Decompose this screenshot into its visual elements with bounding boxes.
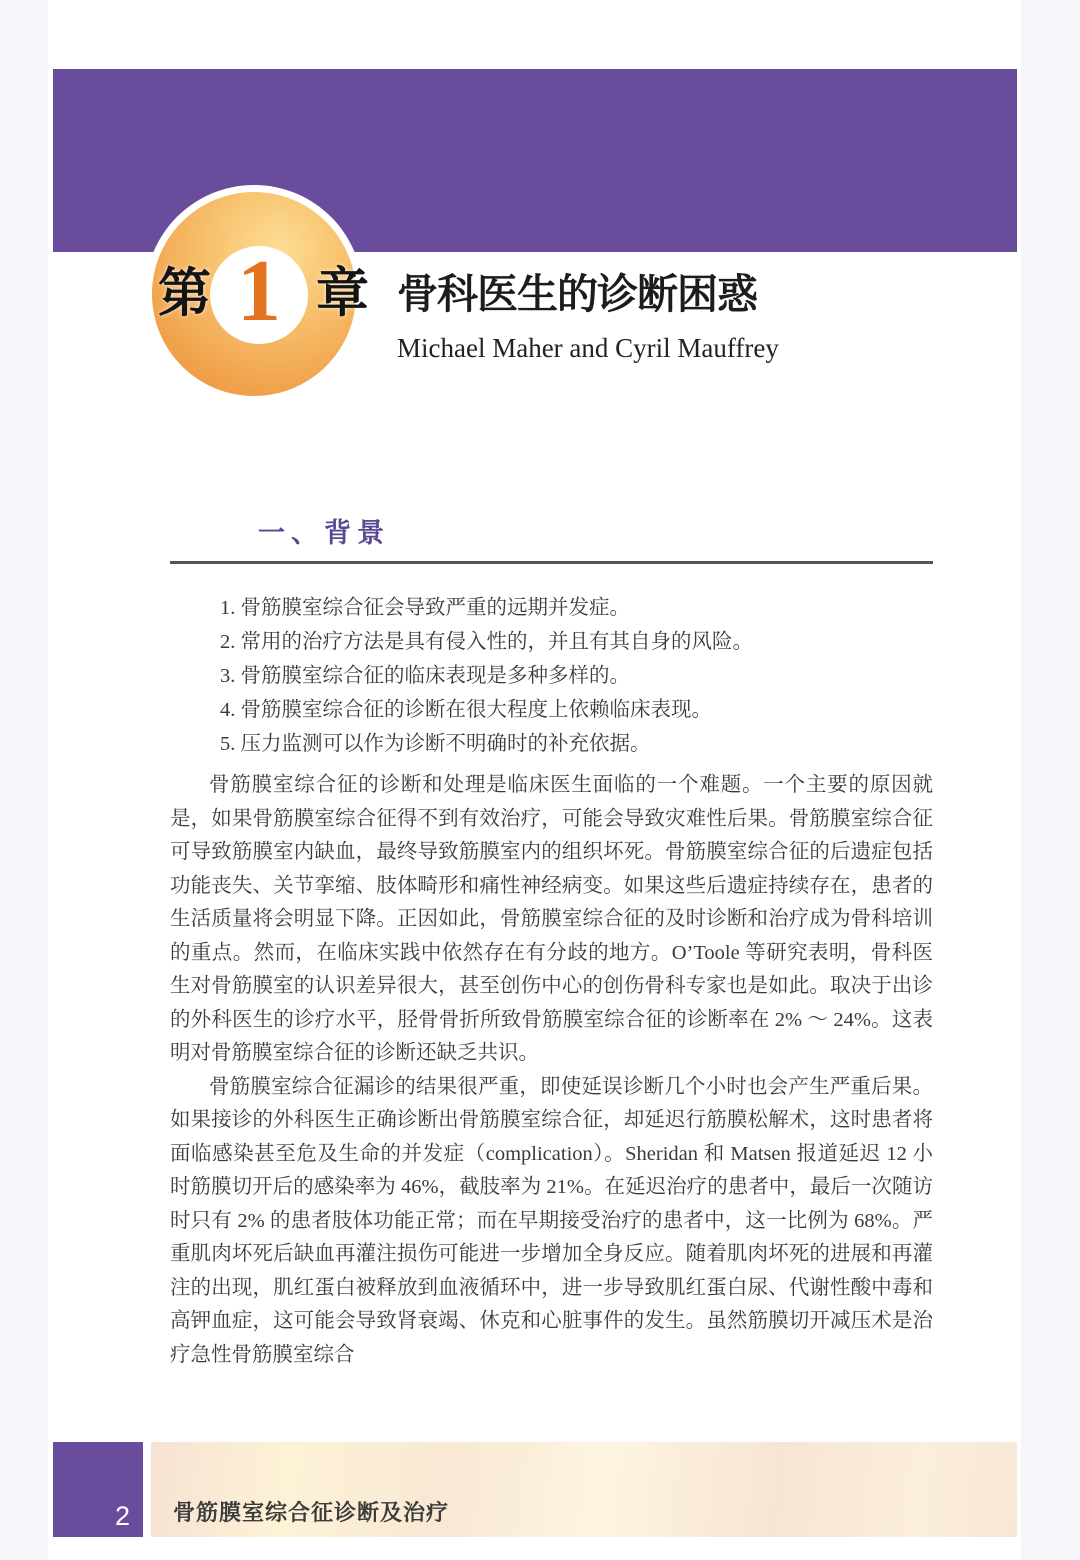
page-number: 2 [114,1501,130,1531]
body-paragraph: 骨筋膜室综合征的诊断和处理是临床医生面临的一个难题。一个主要的原因就是，如果骨筋膜室综合征得不到有效治疗，可能会导致灾难性后果。骨筋膜室综合征可导致筋膜室内缺血，最终导致筋膜室内的组织坏死。骨筋膜室综合征的后遗症包括功能丧失、关节挛缩、肢体畸形和痛性神经病变。如果这些后遗症持续存在，患者的生活质量将会明显下降。正因如此，骨筋膜室综合征的及时诊断和治疗成为骨科培训的重点。然而，在临床实践中依然存在有分歧的地方。O’Toole 等研究表明，骨科医生对骨筋膜室的认识差异很大，甚至创伤中心的创伤骨科专家也是如此。取决于出诊的外科医生的诊疗水平，胫骨骨折所致骨筋膜室综合征的诊断率在 2% ～ 24%。这表明对骨筋膜室综合征的诊断还缺乏共识。 [170,774,933,1064]
key-point-item: 1. 骨筋膜室综合征会导致严重的远期并发症。 [220,597,630,619]
book-page [48,0,1021,1560]
chapter-title-block [397,272,779,364]
key-points-list [170,591,933,761]
chapter-label-prefix: 第 [158,265,211,323]
key-point-item: 2. 常用的治疗方法是具有侵入性的，并且有其自身的风险。 [220,631,753,653]
chapter-authors: Michael Maher and Cyril Mauffrey [397,333,779,364]
chapter-title: 骨科医生的诊断困惑 [397,271,757,317]
page-content [170,517,933,1372]
footer-book-title: 骨筋膜室综合征诊断及治疗 [173,1500,450,1525]
section-heading: 一、背景 [258,518,390,548]
body-paragraph: 骨筋膜室综合征漏诊的结果很严重，即使延误诊断几个小时也会产生严重后果。如果接诊的外科医生正确诊断出骨筋膜室综合征，却延迟行筋膜松解术，这时患者将面临感染甚至危及生命的并发症（complication）。Sheridan 和 Matsen 报道延迟 12 小时筋膜切开后的感染率为 46%，截肢率为 21%。在延迟治疗的患者中，最后一次随访时只有 2% 的患者肢体功能正常；而在早期接受治疗的患者中，这一比例为 68%。严重肌肉坏死后缺血再灌注损伤可能进一步增加全身反应。随着肌肉坏死的进展和再灌注的出现，肌红蛋白被释放到血液循环中，进一步导致肌红蛋白尿、代谢性酸中毒和高钾血症，这可能会导致肾衰竭、休克和心脏事件的发生。虽然筋膜切开减压术是治疗急性骨筋膜室综合 [170,1075,933,1366]
section-heading-rule [170,561,933,564]
chapter-badge-inner-circle [210,243,308,344]
footer-page-number-block [53,1442,143,1537]
key-point-item: 4. 骨筋膜室综合征的诊断在很大程度上依赖临床表现。 [220,699,712,721]
chapter-number: 1 [237,243,281,340]
key-point-item: 3. 骨筋膜室综合征的临床表现是多种多样的。 [220,665,630,687]
footer-title-bar [151,1442,1017,1537]
chapter-label-suffix: 章 [316,265,369,323]
key-point-item: 5. 压力监测可以作为诊断不明确时的补充依据。 [220,733,651,755]
